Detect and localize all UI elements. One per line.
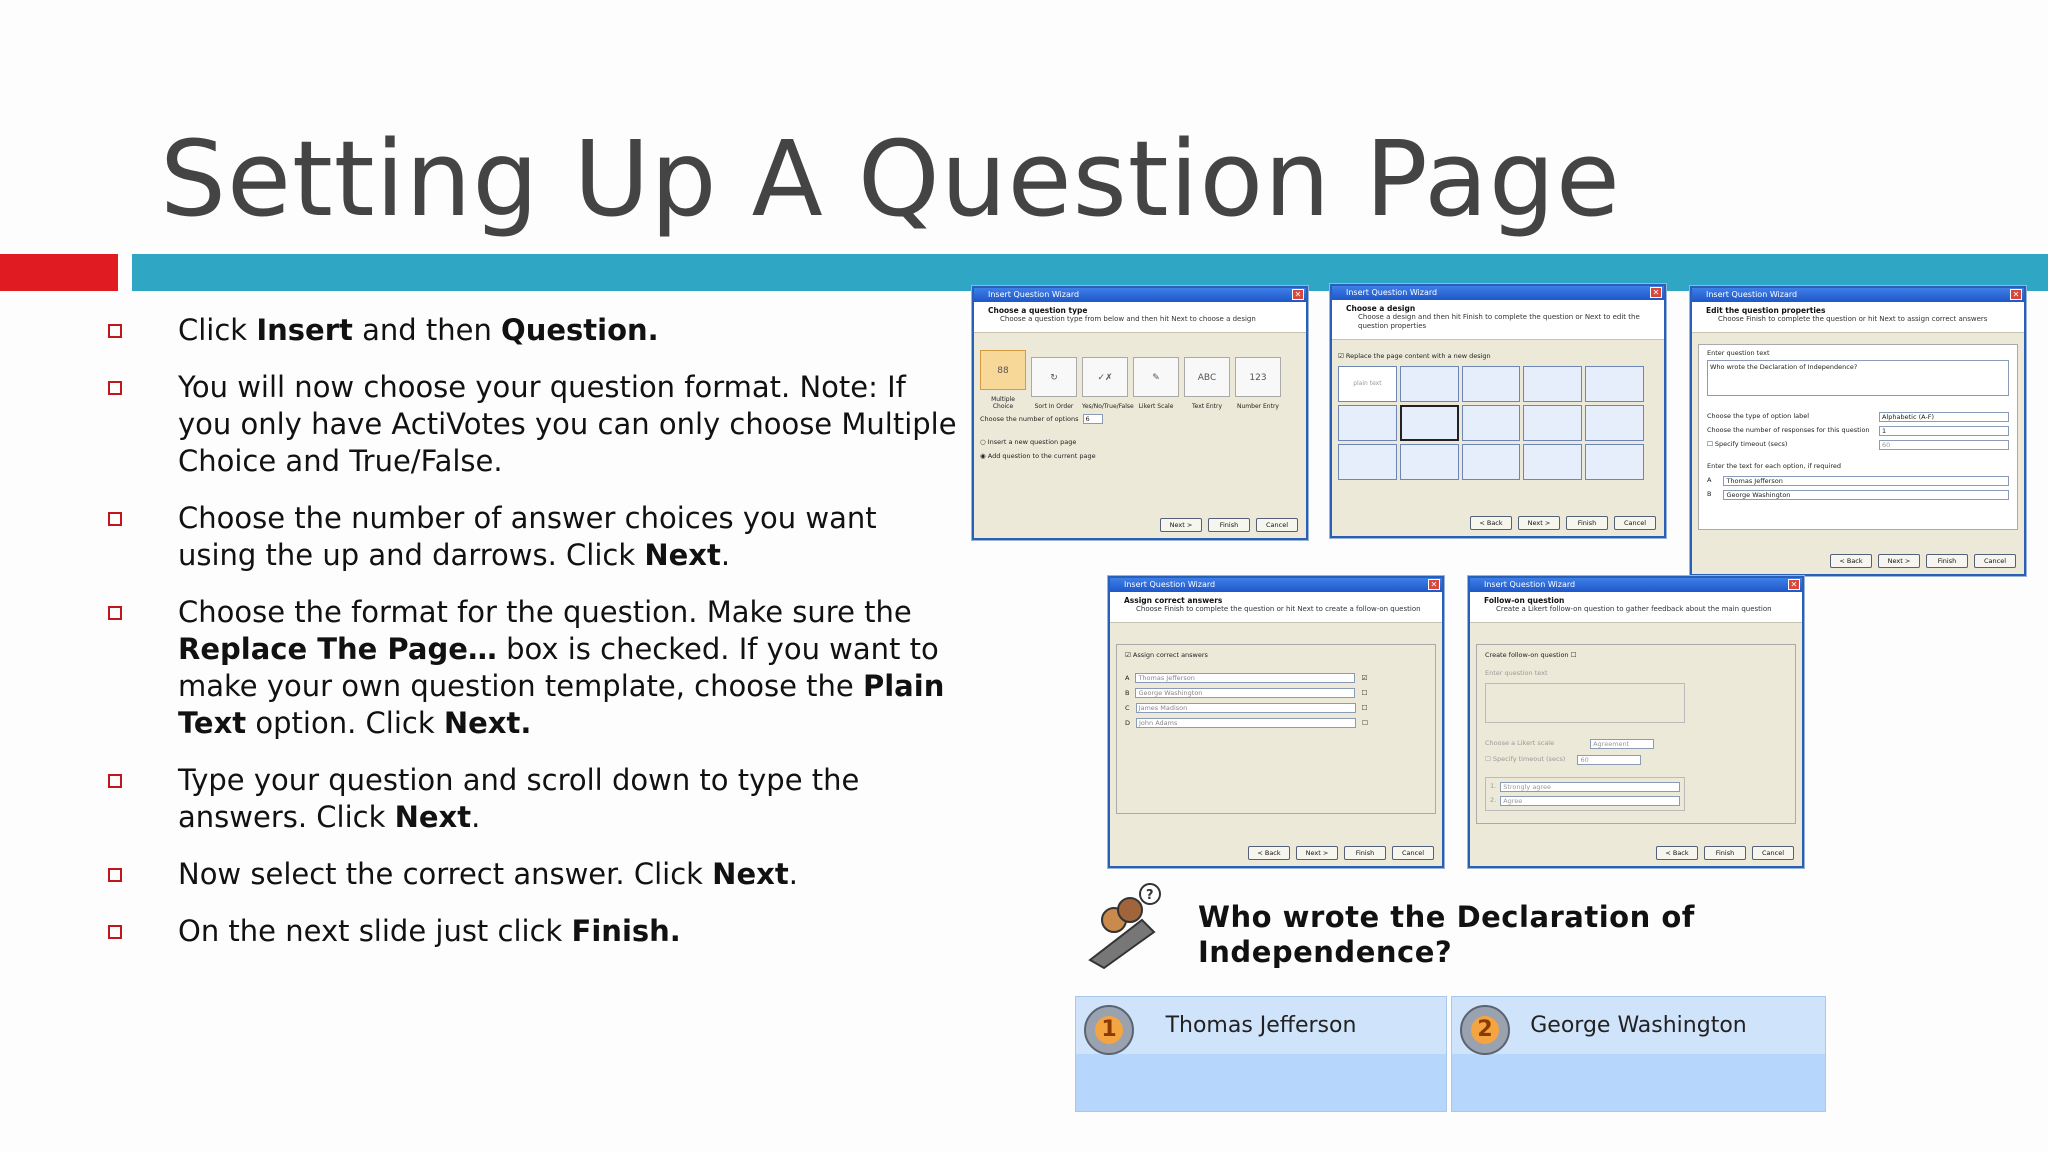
answer-key: B [1125, 689, 1130, 697]
bullet-text: option. Click [246, 706, 444, 740]
design-thumb[interactable] [1523, 405, 1582, 441]
options-count-label: Choose the number of options [980, 415, 1079, 423]
design-thumb[interactable] [1523, 444, 1582, 480]
bullet-list [100, 312, 960, 970]
sample-question-text: Who wrote the Declaration of Independence? [1198, 900, 1695, 969]
bullet-emphasis: Next [712, 857, 789, 891]
next-button[interactable]: Next > [1296, 846, 1338, 860]
answer-text-field: John Adams [1136, 718, 1356, 728]
bullet-item [100, 312, 960, 349]
wizard-subheading: Create a Likert follow-on question to gather feedback about the main question [1496, 605, 1772, 613]
wizard-question-type [972, 286, 1308, 540]
answer-number: 2 [1471, 1016, 1499, 1044]
design-thumb[interactable] [1585, 405, 1644, 441]
question-type-option[interactable] [1082, 357, 1134, 410]
answer-text: George Washington [1530, 1013, 1747, 1038]
window-title: Insert Question Wizard [1706, 290, 1798, 299]
bullet-square-icon [108, 324, 122, 338]
likert-scale-label: Choose a Likert scale [1485, 739, 1555, 747]
checkbox-icon[interactable]: ☐ [1361, 689, 1368, 697]
wizard-subheading: Choose Finish to complete the question or hit Next to assign correct answers [1718, 315, 1988, 323]
svg-text:?: ? [1146, 888, 1154, 903]
radio-new-page-label: Insert a new question page [987, 438, 1077, 446]
close-icon[interactable]: ✕ [1788, 579, 1800, 590]
follow-on-text-input[interactable] [1485, 683, 1685, 723]
answer-text-field: George Washington [1135, 688, 1355, 698]
bullet-text: . [788, 857, 798, 891]
back-button[interactable]: < Back [1248, 846, 1290, 860]
answer-row [1125, 673, 1427, 683]
window-titlebar[interactable] [1692, 288, 2024, 302]
answer-row [1125, 703, 1427, 713]
timeout-input[interactable]: 60 [1577, 755, 1641, 765]
bullet-item [100, 594, 960, 742]
window-title: Insert Question Wizard [1124, 580, 1216, 589]
bullet-text: Type your question and scroll down to type the answers. Click [178, 763, 860, 834]
bullet-item [100, 369, 960, 480]
bullet-text: box is checked. If you want to make your own question template, choose the [178, 632, 939, 703]
wizard-subheading: Choose a design and then hit Finish to complete the question or Next to edit the question properties [1358, 313, 1640, 330]
design-thumb[interactable] [1585, 444, 1644, 480]
question-text-label: Enter question text [1707, 349, 1770, 357]
timeout-label: Specify timeout (secs) [1492, 755, 1566, 763]
wizard-design [1330, 284, 1666, 538]
question-type-label: Text Entry [1191, 403, 1222, 410]
title-accent-bar [0, 254, 118, 291]
window-title: Insert Question Wizard [1346, 288, 1438, 297]
design-grid [1338, 366, 1644, 480]
bullet-square-icon [108, 925, 122, 939]
design-thumb[interactable] [1585, 366, 1644, 402]
assign-answers-label: Assign correct answers [1132, 651, 1208, 659]
responses-count-label: Choose the number of responses for this question [1707, 426, 1870, 434]
finish-button[interactable]: Finish [1566, 516, 1608, 530]
likert-item-input[interactable]: Agree [1500, 796, 1680, 806]
wizard-header [1470, 592, 1802, 623]
bullet-emphasis: Next. [443, 706, 532, 740]
question-type-label: Likert Scale [1138, 403, 1174, 410]
window-titlebar[interactable] [1470, 578, 1802, 592]
wizard-heading: Choose a question type [988, 306, 1088, 315]
design-thumb[interactable] [1400, 444, 1459, 480]
design-thumb[interactable] [1338, 444, 1397, 480]
bullet-text: and then [352, 313, 502, 347]
wizard-heading: Choose a design [1346, 304, 1416, 313]
wizard-subheading: Choose a question type from below and then hit Next to choose a design [1000, 315, 1256, 323]
likert-item-key: 1. [1490, 782, 1497, 790]
slide-title: Setting Up A Question Page [160, 118, 1621, 240]
wizard-heading: Assign correct answers [1124, 596, 1223, 605]
timeout-input[interactable]: 60 [1879, 440, 2009, 450]
design-thumb[interactable] [1462, 405, 1521, 441]
design-thumb-plain[interactable]: plain text [1338, 366, 1397, 402]
wizard-header [1692, 302, 2024, 333]
answer-text: Thomas Jefferson [1165, 1013, 1357, 1038]
window-titlebar[interactable] [1110, 578, 1442, 592]
window-title: Insert Question Wizard [988, 290, 1080, 299]
question-type-option[interactable] [1031, 357, 1077, 410]
back-button[interactable]: < Back [1656, 846, 1698, 860]
cancel-button[interactable]: Cancel [1974, 554, 2016, 568]
wizard-header [1332, 300, 1664, 340]
question-type-label: Sort In Order [1034, 403, 1074, 410]
radio-current-page-label: Add question to the current page [987, 452, 1096, 460]
checkbox-icon[interactable]: ☐ [1570, 651, 1577, 659]
answer-text-field: Thomas Jefferson [1135, 673, 1355, 683]
bullet-text: On the next slide just click [178, 914, 572, 948]
bullet-item [100, 500, 960, 574]
question-type-option[interactable] [1184, 357, 1230, 410]
question-type-option[interactable] [1235, 357, 1281, 410]
likert-scale-select[interactable]: Agreement [1590, 739, 1654, 749]
answer-key: A [1125, 674, 1130, 682]
likert-item-input[interactable]: Strongly agree [1500, 782, 1680, 792]
answer-list [1125, 673, 1427, 728]
radio-selected-icon[interactable]: ◉ [980, 452, 986, 460]
answer-row [1125, 718, 1427, 728]
next-button[interactable]: Next > [1878, 554, 1920, 568]
bullet-item [100, 856, 960, 893]
window-title: Insert Question Wizard [1484, 580, 1576, 589]
bullet-emphasis: Insert [256, 313, 353, 347]
wizard-header [1110, 592, 1442, 623]
option-key: B [1707, 490, 1712, 498]
bullet-text: Choose the format for the question. Make sure the [178, 595, 912, 629]
bullet-text: Choose the number of answer choices you want using the up and darrows. Click [178, 501, 877, 572]
answer-option-2[interactable] [1451, 996, 1826, 1112]
wizard-heading: Edit the question properties [1706, 306, 1826, 315]
question-type-icon: ↻ [1031, 357, 1077, 397]
option-b-input[interactable]: George Washington [1723, 490, 2009, 500]
option-label-select[interactable]: Alphabetic (A-F) [1879, 412, 2009, 422]
answer-key: D [1125, 719, 1131, 727]
replace-page-label: Replace the page content with a new design [1345, 352, 1491, 360]
answer-row [1125, 688, 1427, 698]
bullet-square-icon [108, 868, 122, 882]
option-label-type-label: Choose the type of option label [1707, 412, 1810, 420]
question-type-option[interactable] [1133, 357, 1179, 410]
bullet-square-icon [108, 774, 122, 788]
window-titlebar[interactable] [1332, 286, 1664, 300]
bullet-square-icon [108, 512, 122, 526]
question-type-label: Number Entry [1237, 403, 1279, 410]
bullet-emphasis: Replace The Page… [178, 632, 497, 666]
radio-icon[interactable]: ○ [980, 438, 986, 446]
design-thumb[interactable] [1462, 444, 1521, 480]
option-a-input[interactable]: Thomas Jefferson [1723, 476, 2009, 486]
options-count-stepper[interactable]: 6 [1083, 414, 1103, 424]
bullet-text: Now select the correct answer. Click [178, 857, 713, 891]
bullet-emphasis: Plain Text [178, 669, 945, 740]
close-icon[interactable]: ✕ [2010, 289, 2022, 300]
bullet-item [100, 762, 960, 836]
next-button[interactable]: Next > [1518, 516, 1560, 530]
bullet-emphasis: Question. [501, 313, 659, 347]
bullet-item [100, 913, 960, 950]
checkbox-icon[interactable]: ☐ [1485, 755, 1491, 763]
timeout-label: Specify timeout (secs) [1714, 440, 1788, 448]
cancel-button[interactable]: Cancel [1256, 518, 1298, 532]
checkbox-checked-icon[interactable]: ☑ [1361, 674, 1368, 682]
wizard-subheading: Choose Finish to complete the question or hit Next to create a follow-on question [1136, 605, 1421, 613]
bullet-text: . [720, 538, 731, 572]
bullet-emphasis: Next [644, 538, 721, 572]
checkbox-checked-icon[interactable]: ☑ [1125, 651, 1131, 659]
option-key: A [1707, 476, 1712, 484]
bullet-square-icon [108, 381, 122, 395]
checkbox-icon[interactable]: ☐ [1362, 719, 1368, 727]
question-type-icon: ABC [1184, 357, 1230, 397]
question-type-icon: ✓✗ [1082, 357, 1128, 397]
checkbox-icon[interactable]: ☐ [1707, 440, 1713, 448]
answer-text-field: James Madison [1136, 703, 1356, 713]
checkbox-checked-icon[interactable]: ☑ [1338, 352, 1344, 360]
question-type-label: Multiple Choice [991, 396, 1015, 410]
design-thumb[interactable] [1400, 366, 1459, 402]
design-thumb-selected[interactable] [1400, 405, 1459, 441]
question-type-icon: ✎ [1133, 357, 1179, 397]
question-type-option[interactable] [980, 350, 1026, 410]
back-button[interactable]: < Back [1830, 554, 1872, 568]
design-thumb[interactable] [1523, 366, 1582, 402]
finish-button[interactable]: Finish [1208, 518, 1250, 532]
close-icon[interactable]: ✕ [1292, 289, 1304, 300]
responses-count-stepper[interactable]: 1 [1879, 426, 2009, 436]
finish-button[interactable]: Finish [1926, 554, 1968, 568]
likert-item-key: 2. [1490, 796, 1497, 804]
bullet-square-icon [108, 606, 122, 620]
bullet-text: You will now choose your question format. Note: If you only have ActiVotes you can only choose Multiple Choice and True/False. [178, 370, 957, 478]
cancel-button[interactable]: Cancel [1752, 846, 1794, 860]
finish-button[interactable]: Finish [1704, 846, 1746, 860]
question-type-list [980, 350, 1300, 410]
wizard-follow-on [1468, 576, 1804, 868]
bullet-text: Click [178, 313, 257, 347]
follow-on-text-label: Enter question text [1485, 669, 1548, 677]
bullet-text: . [471, 800, 481, 834]
finish-button[interactable]: Finish [1344, 846, 1386, 860]
option-text-label: Enter the text for each option, if required [1707, 462, 1841, 470]
wizard-heading: Follow-on question [1484, 596, 1565, 605]
cancel-button[interactable]: Cancel [1614, 516, 1656, 530]
question-type-label: Yes/No/True/False [1082, 403, 1134, 410]
window-titlebar[interactable] [974, 288, 1306, 302]
create-follow-on-label: Create follow-on question [1485, 651, 1569, 659]
answer-option-1[interactable] [1075, 996, 1447, 1112]
bullet-emphasis: Finish. [571, 914, 681, 948]
cancel-button[interactable]: Cancel [1392, 846, 1434, 860]
close-icon[interactable]: ✕ [1650, 287, 1662, 298]
question-type-icon: 88 [980, 350, 1026, 390]
checkbox-icon[interactable]: ☐ [1361, 704, 1368, 712]
question-type-icon: 123 [1235, 357, 1281, 397]
question-text-input[interactable]: Who wrote the Declaration of Independence? [1707, 360, 2009, 396]
answer-number: 1 [1095, 1016, 1123, 1044]
wizard-properties [1690, 286, 2026, 576]
close-icon[interactable]: ✕ [1428, 579, 1440, 590]
answer-key: C [1125, 704, 1130, 712]
activote-people-icon [1080, 880, 1172, 972]
next-button[interactable]: Next > [1160, 518, 1202, 532]
design-thumb[interactable] [1462, 366, 1521, 402]
wizard-correct-answers [1108, 576, 1444, 868]
wizard-header [974, 302, 1306, 333]
back-button[interactable]: < Back [1470, 516, 1512, 530]
design-thumb[interactable] [1338, 405, 1397, 441]
bullet-emphasis: Next [394, 800, 472, 834]
